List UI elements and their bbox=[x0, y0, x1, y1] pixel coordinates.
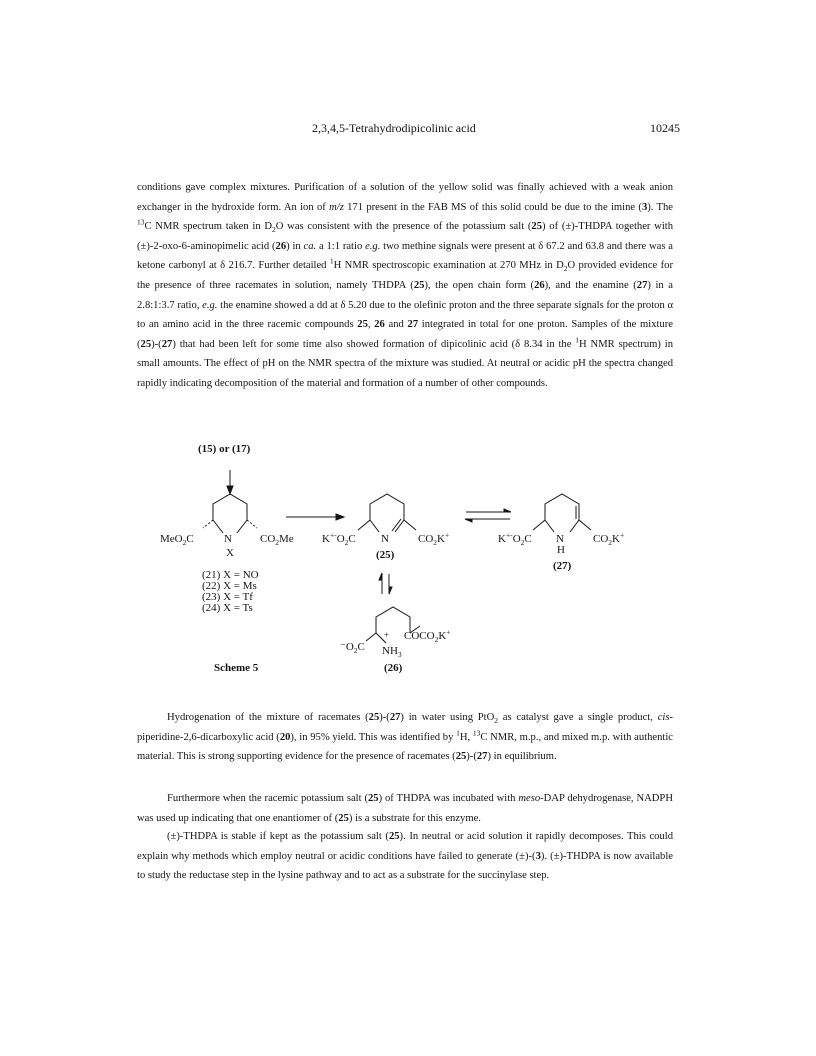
c26-right-label: $COCO_2K^+$ bbox=[404, 627, 451, 645]
c27-right-label: $CO_2K^+$ bbox=[593, 530, 625, 548]
compound-24: (24) X = Ts bbox=[202, 602, 253, 614]
ring-25 bbox=[370, 494, 404, 520]
c27-h-label: H bbox=[557, 544, 565, 556]
c25-n-label: N bbox=[381, 533, 389, 545]
down-arrow-head bbox=[227, 486, 233, 494]
starting-material-label: (15) or (17) bbox=[198, 443, 251, 455]
left-n-label: N bbox=[224, 533, 232, 545]
ring-21-24 bbox=[213, 494, 247, 520]
compound-21: (21) X = NO bbox=[202, 569, 259, 581]
x-substituent-label: X bbox=[226, 547, 234, 559]
scheme-drawing bbox=[150, 440, 690, 680]
c25-left-label: $K^{+-}O_2C$ bbox=[322, 530, 356, 548]
page-number: 10245 bbox=[650, 121, 680, 135]
c27-n-label: N bbox=[556, 533, 564, 545]
paragraph-3: Furthermore when the racemic potassium salt (25) of THDPA was incubated with meso-DAP dehydrogenase, NADPH was used up indicating that one enantiomer of (25) is a substrate for this enzyme. bbox=[137, 793, 673, 824]
c26-id-label: (26) bbox=[384, 662, 403, 674]
c25-right-label: $CO_2K^+$ bbox=[418, 530, 450, 548]
reaction-scheme-5 bbox=[150, 440, 690, 680]
ring-27 bbox=[545, 494, 579, 520]
compound-list bbox=[202, 570, 259, 614]
running-title: 2,3,4,5-Tetrahydrodipicolinic acid bbox=[312, 121, 476, 135]
paragraph-1: conditions gave complex mixtures. Purification of a solution of the yellow solid was finally achieved with a weak anion exchanger in the hydroxide form. An ion of m/z 171 present in the FAB MS of this solid could be due to the imine (3). The $^{13}$C NMR spectrum taken in $D_2O$ was consistent with the presence of the potassium salt (25) of (±)-THDPA together with (±)-2-oxo-6-aminopimelic acid (26) in ca. a 1:1 ratio e.g. two methine signals were present at δ 67.2 and 63.8 and there was a ketone carbonyl at δ 216.7. Further detailed $^1$H NMR spectroscopic examination at 270 MHz in $D_2O$ provided evidence for the presence of three racemates in solution, namely THDPA (25), the open chain form (26), and the enamine (27) in a 2.8:1:3.7 ratio, e.g. the enamine showed a dd at δ 5.20 due to the olefinic proton and the three separate signals for the proton α to an amino acid in the three racemic compounds 25, 26 and 27 integrated in total for one proton. Samples of the mixture (25)-(27) that had been left for some time also showed formation of dipicolinic acid (δ 8.34 in the $^1$H NMR spectrum) in small amounts. The effect of pH on the NMR spectra of the mixture was studied. At neutral or acidic pH the spectra changed rapidly indicating decomposition of the material and formation of a number of other compounds. bbox=[137, 182, 674, 389]
scheme-caption: Scheme 5 bbox=[214, 662, 259, 674]
c26-left-label: $^-O_2C$ bbox=[340, 641, 365, 656]
left-ester-label: MeO$_2$C bbox=[160, 533, 194, 548]
right-ester-label: $CO_2Me$ bbox=[260, 533, 294, 548]
c25-id-label: (25) bbox=[376, 549, 395, 561]
compound-23: (23) X = Tf bbox=[202, 591, 253, 603]
page-header bbox=[137, 121, 680, 139]
c27-left-label: $K^{+-}O_2C$ bbox=[498, 530, 532, 548]
c27-id-label: (27) bbox=[553, 560, 572, 572]
paragraph-2: Hydrogenation of the mixture of racemates (25)-(27) in water using PtO$_2$ as catalyst gave a single product, cis-piperidine-2,6-dicarboxylic acid (20), in 95% yield. This was identified by $^1$H, $^{13}$C NMR, m.p., and mixed m.p. with authentic material. This is strong supporting evidence for the presence of racemates (25)-(27) in equilibrium. bbox=[137, 712, 673, 763]
compound-22: (22) X = Ms bbox=[202, 580, 257, 592]
paragraph-4: (±)-THDPA is stable if kept as the potassium salt (25). In neutral or acid solution it rapidly decomposes. This could explain why methods which employ neutral or acidic conditions have failed to generate (±)-(3). (±)-THDPA is now available to study the reductase step in the lysine pathway and to act as a substrate for the succinylase step. bbox=[137, 831, 673, 882]
c26-nh3-label: $NH_3$ bbox=[382, 645, 402, 660]
reaction-arrow-head bbox=[336, 514, 344, 520]
c26-plus-label: + bbox=[384, 630, 390, 640]
